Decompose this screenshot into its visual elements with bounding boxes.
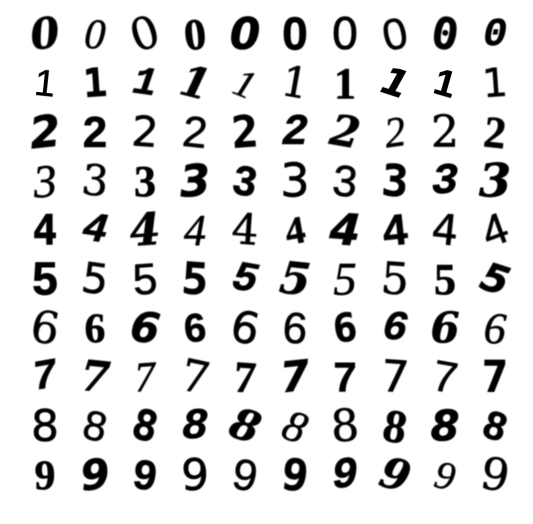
handwritten-digit: 4 — [281, 206, 309, 254]
digit-cell — [120, 399, 170, 453]
digit-cell — [170, 108, 220, 157]
digit-cell — [220, 255, 270, 304]
digit-cell — [270, 252, 320, 306]
digit-cell — [70, 402, 120, 451]
handwritten-digit: 7 — [28, 351, 62, 404]
handwritten-digit: 1 — [334, 58, 356, 108]
digit-cell — [120, 108, 170, 157]
handwritten-digit: 5 — [474, 252, 516, 306]
digit-cell — [470, 154, 520, 208]
handwritten-digit: 4 — [429, 204, 461, 256]
handwritten-digit: 1 — [277, 56, 313, 110]
handwritten-digit: 6 — [380, 303, 410, 354]
digit-cell — [470, 202, 520, 258]
handwritten-digit: 1 — [227, 58, 263, 108]
digit-cell — [120, 255, 170, 304]
handwritten-digit: 3 — [79, 155, 111, 207]
digit-cell — [370, 447, 420, 503]
handwritten-digit: 1 — [175, 56, 216, 111]
handwritten-digit: 0 — [82, 10, 108, 58]
digit-cell — [420, 350, 470, 404]
digit-cell — [420, 255, 470, 304]
handwritten-digit: 5 — [434, 254, 456, 304]
handwritten-digit: 8 — [78, 400, 112, 452]
digit-cell — [470, 447, 520, 503]
digit-cell — [420, 304, 470, 353]
handwritten-digit: 9 — [278, 447, 312, 503]
handwritten-digit: 1 — [480, 59, 510, 107]
handwritten-digit: 2 — [431, 106, 459, 158]
digit-cell — [320, 353, 370, 402]
handwritten-digit: 9 — [181, 449, 209, 501]
handwritten-digit: 0 — [483, 12, 507, 58]
digit-cell — [470, 108, 520, 157]
handwritten-digit: 5 — [333, 253, 357, 305]
handwritten-digit: 3 — [478, 154, 512, 208]
digit-cell — [420, 6, 470, 62]
digit-cell — [470, 252, 520, 306]
handwritten-digit: 5 — [180, 252, 211, 306]
digit-cell — [270, 304, 320, 353]
handwritten-digit: 7 — [232, 351, 258, 403]
digit-cell — [470, 353, 520, 402]
digit-cell — [220, 206, 270, 255]
handwritten-digit: 2 — [82, 107, 108, 157]
digit-cell — [370, 108, 420, 157]
handwritten-digit: 8 — [430, 401, 460, 451]
handwritten-digit: 0 — [427, 6, 463, 62]
digit-cell — [170, 10, 220, 59]
handwritten-digit: 6 — [84, 304, 106, 352]
digit-cell — [420, 206, 470, 255]
handwritten-digit: 0 — [331, 8, 359, 60]
digit-cell — [170, 56, 220, 111]
handwritten-digit: 9 — [476, 447, 514, 503]
handwritten-digit: 5 — [277, 252, 313, 306]
digit-cell — [220, 59, 270, 108]
digit-cell — [120, 5, 170, 63]
handwritten-digit: 7 — [78, 351, 113, 403]
handwritten-digit: 6 — [281, 302, 309, 354]
handwritten-digit: 8 — [379, 398, 411, 454]
handwritten-digit: 4 — [474, 202, 515, 258]
digit-cell — [220, 353, 270, 402]
handwritten-digit: 3 — [431, 156, 459, 207]
handwritten-digit: 3 — [229, 156, 261, 206]
digit-cell — [220, 157, 270, 206]
handwritten-digit: 4 — [327, 203, 363, 257]
handwritten-digit: 4 — [230, 204, 260, 256]
digit-cell — [220, 10, 270, 59]
handwritten-digit: 3 — [134, 156, 156, 206]
handwritten-digit: 9 — [330, 449, 360, 502]
digit-cell — [370, 206, 420, 255]
digit-cell — [370, 304, 420, 353]
digit-cell — [270, 206, 320, 255]
digit-cell — [370, 350, 420, 404]
handwritten-digit: 8 — [127, 399, 164, 453]
digit-cell — [70, 255, 120, 304]
digit-cell — [70, 108, 120, 157]
handwritten-digit: 7 — [277, 351, 312, 403]
digit-cell — [170, 206, 220, 255]
digit-cell — [320, 157, 370, 206]
handwritten-digit: 4 — [184, 205, 206, 255]
handwritten-digit: 1 — [32, 61, 58, 105]
handwritten-digit-grid — [20, 5, 520, 503]
digit-cell — [370, 398, 420, 454]
handwritten-digit: 8 — [31, 400, 59, 452]
handwritten-digit: 5 — [78, 253, 112, 305]
handwritten-digit: 7 — [428, 350, 462, 404]
digit-cell — [270, 447, 320, 503]
digit-cell — [120, 59, 170, 108]
digit-cell — [170, 402, 220, 451]
digit-cell — [120, 203, 170, 257]
handwritten-digit: 6 — [430, 303, 460, 353]
handwritten-digit: 9 — [228, 448, 262, 502]
digit-cell — [470, 59, 520, 108]
handwritten-digit: 9 — [34, 451, 56, 499]
digit-cell — [20, 59, 70, 108]
handwritten-digit: 7 — [379, 350, 411, 404]
handwritten-digit: 7 — [333, 353, 357, 401]
digit-cell — [270, 154, 320, 208]
handwritten-digit: 6 — [482, 302, 508, 354]
digit-cell — [20, 105, 70, 159]
handwritten-digit: 6 — [329, 303, 360, 353]
handwritten-digit: 2 — [130, 106, 160, 158]
digit-cell — [20, 10, 70, 59]
handwritten-digit: 0 — [229, 8, 261, 60]
digit-cell — [220, 398, 270, 454]
digit-cell — [320, 399, 370, 453]
digit-cell — [70, 10, 120, 59]
handwritten-digit: 2 — [381, 107, 409, 157]
handwritten-digit: 9 — [130, 450, 160, 500]
handwritten-digit: 8 — [477, 401, 513, 451]
handwritten-digit: 7 — [132, 353, 158, 401]
digit-cell — [170, 349, 220, 405]
handwritten-digit: 6 — [127, 302, 163, 355]
digit-cell — [320, 304, 370, 353]
digit-cell — [270, 56, 320, 110]
handwritten-digit: 2 — [281, 107, 309, 158]
digit-cell — [320, 10, 370, 59]
digit-cell — [320, 203, 370, 257]
digit-cell — [370, 7, 420, 61]
digit-cell — [420, 157, 470, 206]
digit-cell — [20, 154, 70, 208]
handwritten-digit: 6 — [226, 300, 265, 356]
handwritten-digit: 9 — [77, 449, 112, 501]
handwritten-digit: 1 — [429, 60, 461, 106]
handwritten-digit: 3 — [177, 154, 213, 208]
handwritten-digit: 3 — [330, 155, 360, 207]
digit-cell — [20, 402, 70, 451]
handwritten-digit: 2 — [481, 106, 509, 158]
handwritten-digit: 1 — [130, 59, 160, 108]
digit-cell — [320, 451, 370, 500]
handwritten-digit: 3 — [31, 154, 59, 208]
digit-cell — [370, 252, 420, 306]
handwritten-digit: 2 — [27, 105, 63, 159]
digit-cell — [370, 154, 420, 208]
digit-cell — [170, 154, 220, 208]
handwritten-digit: 3 — [280, 154, 310, 208]
handwritten-digit: 2 — [326, 105, 364, 159]
handwritten-digit: 5 — [379, 252, 411, 306]
digit-cell — [120, 451, 170, 500]
handwritten-digit: 1 — [376, 58, 415, 108]
digit-cell — [270, 399, 320, 453]
digit-cell — [420, 59, 470, 108]
digit-cell — [20, 451, 70, 500]
digit-cell — [70, 451, 120, 500]
digit-cell — [370, 59, 420, 108]
digit-cell — [20, 353, 70, 402]
digit-cell — [220, 300, 270, 356]
handwritten-digit: 5 — [228, 253, 262, 306]
digit-cell — [470, 402, 520, 451]
handwritten-digit: 4 — [32, 205, 58, 255]
handwritten-digit: 5 — [131, 253, 159, 305]
digit-cell — [70, 157, 120, 206]
digit-cell — [20, 300, 70, 356]
digit-cell — [420, 108, 470, 157]
digit-cell — [20, 206, 70, 255]
handwritten-digit: 9 — [430, 451, 460, 499]
handwritten-digit: 8 — [223, 398, 267, 454]
digit-cell — [320, 105, 370, 159]
digit-cell — [120, 157, 170, 206]
digit-cell — [170, 451, 220, 500]
handwritten-digit: 0 — [123, 5, 167, 63]
digit-cell — [120, 304, 170, 353]
digit-cell — [170, 252, 220, 306]
digit-cell — [220, 448, 270, 502]
handwritten-digit: 4 — [127, 203, 163, 257]
digit-cell — [20, 255, 70, 304]
digit-cell — [120, 353, 170, 402]
handwritten-digit: 5 — [32, 253, 58, 305]
digit-cell — [70, 59, 120, 108]
digit-cell — [470, 10, 520, 59]
handwritten-digit: 4 — [380, 204, 410, 256]
handwritten-digit: 2 — [180, 106, 210, 158]
digit-cell — [220, 105, 270, 159]
handwritten-digit: 9 — [374, 447, 416, 503]
digit-cell — [170, 304, 220, 353]
handwritten-digit: 4 — [79, 205, 111, 256]
handwritten-digit: 0 — [181, 8, 209, 60]
handwritten-digit: 0 — [282, 8, 308, 60]
handwritten-digit: 1 — [81, 59, 109, 107]
digit-cell — [270, 353, 320, 402]
digit-cell — [420, 451, 470, 500]
handwritten-digit: 0 — [27, 8, 63, 61]
digit-cell — [420, 402, 470, 451]
digit-cell — [270, 108, 320, 157]
handwritten-digit: 7 — [176, 349, 215, 405]
handwritten-digit: 6 — [181, 304, 209, 352]
digit-cell — [70, 304, 120, 353]
digit-cell — [470, 304, 520, 353]
handwritten-digit: 7 — [481, 351, 509, 403]
handwritten-digit: 8 — [276, 399, 314, 453]
handwritten-digit: 0 — [377, 7, 412, 61]
handwritten-digit: 2 — [229, 105, 260, 159]
digit-cell — [270, 10, 320, 59]
handwritten-digit: 8 — [181, 401, 209, 452]
handwritten-digit: 8 — [329, 399, 361, 453]
handwritten-digit: 6 — [26, 300, 64, 356]
digit-cell — [70, 206, 120, 255]
digit-cell — [320, 59, 370, 108]
digit-cell — [70, 353, 120, 402]
handwritten-digit: 3 — [380, 154, 411, 208]
digit-cell — [320, 255, 370, 304]
